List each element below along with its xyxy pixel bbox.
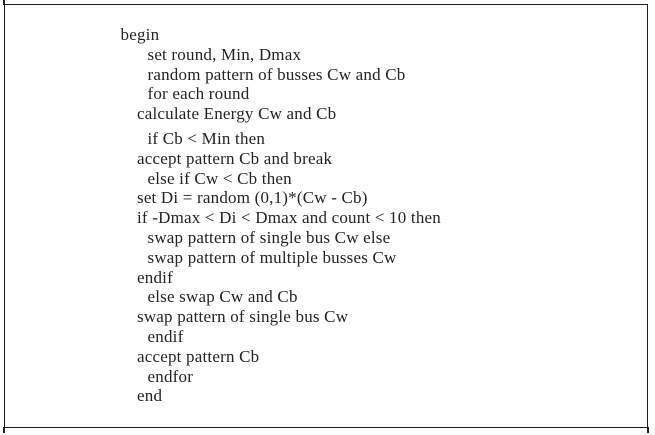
frame-corner-artifact-bottom-left xyxy=(3,427,5,433)
code-line: if Cb < Min then xyxy=(147,128,266,148)
frame-corner-artifact-bottom-right xyxy=(647,427,649,433)
code-line: endif xyxy=(137,267,173,287)
frame-corner-artifact-top-left xyxy=(3,0,5,5)
code-line: for each round xyxy=(147,84,250,104)
code-line: random pattern of busses Cw and Cb xyxy=(147,64,406,84)
code-line: accept pattern Cb xyxy=(137,346,260,366)
code-line: set Di = random (0,1)*(Cw - Cb) xyxy=(137,188,368,208)
code-line: calculate Energy Cw and Cb xyxy=(137,104,337,124)
code-line: end xyxy=(137,386,163,406)
code-line: set round, Min, Dmax xyxy=(147,44,302,64)
figure-frame xyxy=(4,4,648,428)
code-line: else swap Cw and Cb xyxy=(147,287,298,307)
code-line: swap pattern of single bus Cw xyxy=(137,307,349,327)
code-line: endfor xyxy=(147,366,194,386)
code-line: endif xyxy=(147,326,184,346)
code-line: begin xyxy=(120,25,160,44)
code-line: swap pattern of single bus Cw else xyxy=(147,227,391,247)
code-line: accept pattern Cb and break xyxy=(137,148,333,168)
code-line: swap pattern of multiple busses Cw xyxy=(147,247,397,267)
pseudocode-block xyxy=(121,25,441,406)
code-line: if -Dmax < Di < Dmax and count < 10 then xyxy=(137,208,441,228)
code-line: else if Cw < Cb then xyxy=(147,168,292,188)
